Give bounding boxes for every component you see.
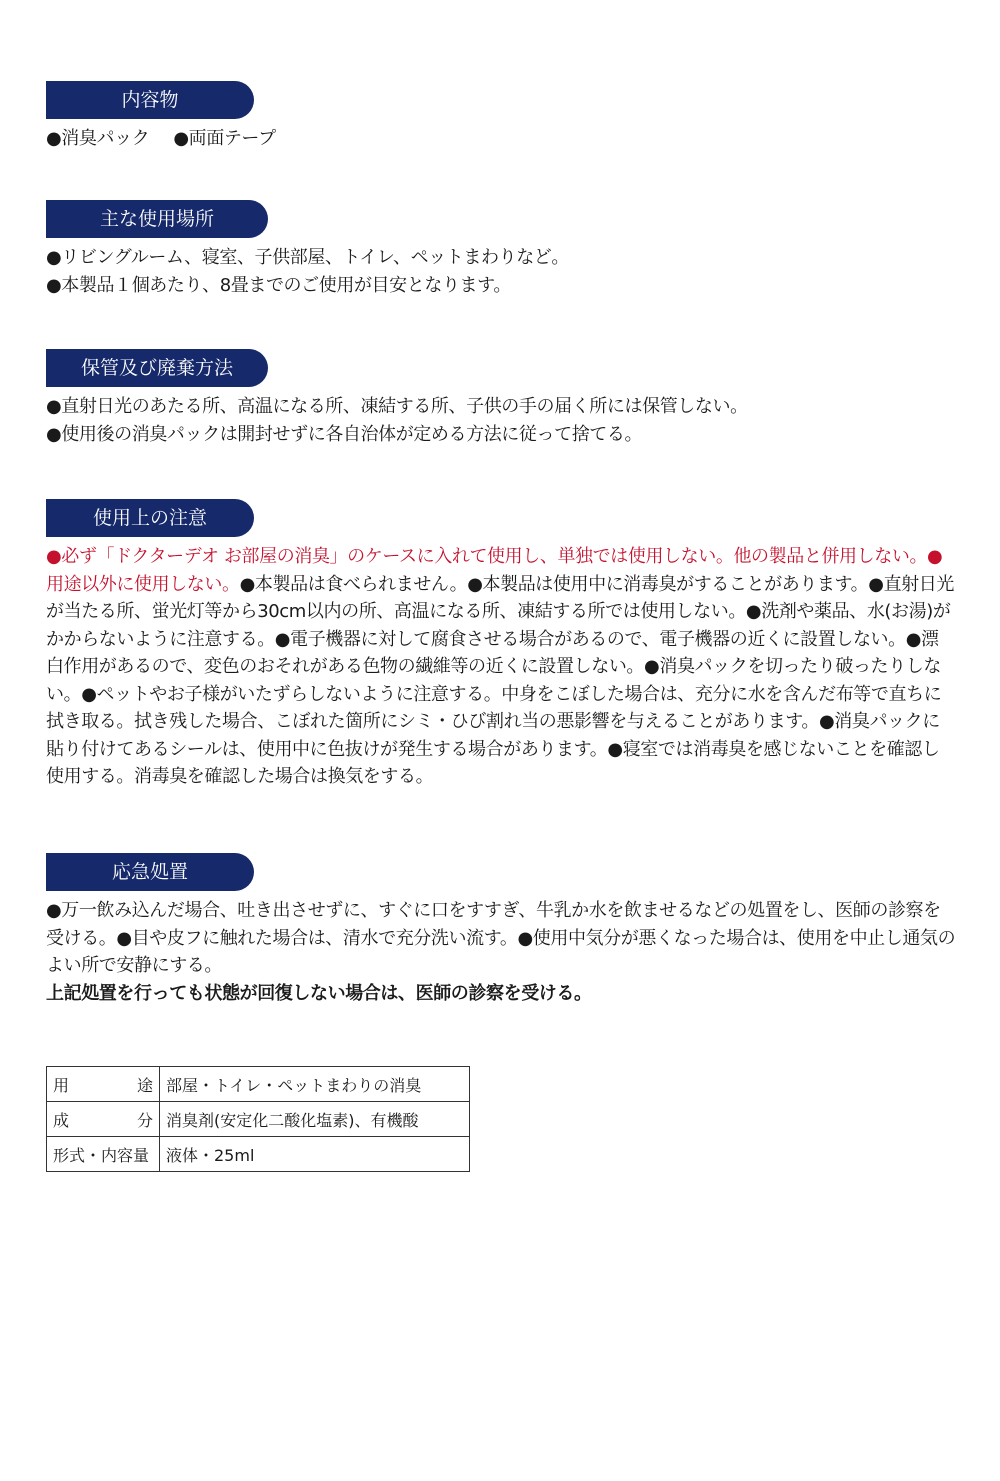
spec-value: 液体・25ml <box>160 1137 470 1172</box>
spec-label-char: 途 <box>136 1075 153 1095</box>
spec-label-char: 分 <box>136 1110 153 1130</box>
storage-line: ●直射日光のあたる所、高温になる所、凍結する所、子供の手の届く所には保管しない。 <box>46 396 748 417</box>
caution-text: ●本製品は食べられません。●本製品は使用中に消毒臭がすることがあります。●直射日光が当たる所、蛍光灯等から30cm以内の所、高温になる所、凍結する所では使用しない。●洗剤や薬品、水(お湯)がかからないように注意する。●電子機器に対して腐食させる場合があるので、電子機器の近くに設置しない。●漂白作用があるので、変色のおそれがある色物の繊維等の近くに設置しない。●消臭パックを切ったり破ったりしない。●ペットやお子様がいたずらしないように注意する。中身をこぼした場合は、充分に水を含んだ布等で直ちに拭き取る。拭き残した場合、こぼれた箇所にシミ・ひび割れ当の悪影響を与えることがあります。●消臭パックに貼り付けてあるシールは、使用中に色抜けが発生する場合があります。●寝室では消毒臭を感じないことを確認し使用する。消毒臭を確認した場合は換気をする。 <box>46 573 954 787</box>
caution-section <box>46 499 956 791</box>
spec-label-char: 成 <box>53 1110 70 1130</box>
storage-line: ●使用後の消臭パックは開封せずに各自治体が定める方法に従って捨てる。 <box>46 423 643 445</box>
caution-warning-text: ●必ず「ドクターデオ お部屋の消臭」のケースに入れて使用し、単独では使用しない。他の製品と併用しない。●用途以外に使用しない。 <box>46 546 943 595</box>
usage-places-body <box>46 244 956 299</box>
spec-label: 形式・内容量 <box>47 1137 160 1172</box>
contents-heading: 内容物 <box>46 81 254 119</box>
caution-heading: 使用上の注意 <box>46 499 254 537</box>
spec-label-char: 用 <box>53 1075 70 1095</box>
spec-label <box>47 1102 160 1137</box>
spec-value: 部屋・トイレ・ペットまわりの消臭 <box>160 1067 470 1102</box>
usage-places-section <box>46 200 956 299</box>
table-row <box>47 1137 470 1172</box>
first-aid-heading: 応急処置 <box>46 853 254 891</box>
first-aid-text: ●万一飲み込んだ場合、吐き出させずに、すぐに口をすすぎ、牛乳か水を飲ませるなどの処置をし、医師の診察を受ける。●目や皮フに触れた場合は、清水で充分洗い流す。●使用中気分が悪くなった場合は、使用を中止し通気のよい所で安静にする。 <box>46 900 956 976</box>
storage-section <box>46 349 956 448</box>
contents-item: ●消臭パック <box>46 128 150 149</box>
first-aid-bold-text: 上記処置を行っても状態が回復しない場合は、医師の診察を受ける。 <box>46 982 592 1004</box>
first-aid-body <box>46 897 956 1007</box>
contents-section <box>46 81 956 153</box>
table-row <box>47 1067 470 1102</box>
usage-places-line: ●本製品１個あたり、8畳までのご使用が目安となります。 <box>46 274 511 296</box>
usage-places-line: ●リビングルーム、寝室、子供部屋、トイレ、ペットまわりなど。 <box>46 247 570 268</box>
spec-table <box>46 1066 470 1172</box>
storage-heading: 保管及び廃棄方法 <box>46 349 268 387</box>
first-aid-section <box>46 853 956 1007</box>
usage-places-heading: 主な使用場所 <box>46 200 268 238</box>
spec-label <box>47 1067 160 1102</box>
storage-body <box>46 393 956 448</box>
spec-value: 消臭剤(安定化二酸化塩素)、有機酸 <box>160 1102 470 1137</box>
contents-item: ●両面テープ <box>173 128 276 149</box>
caution-body <box>46 543 956 791</box>
contents-body <box>46 125 956 153</box>
table-row <box>47 1102 470 1137</box>
